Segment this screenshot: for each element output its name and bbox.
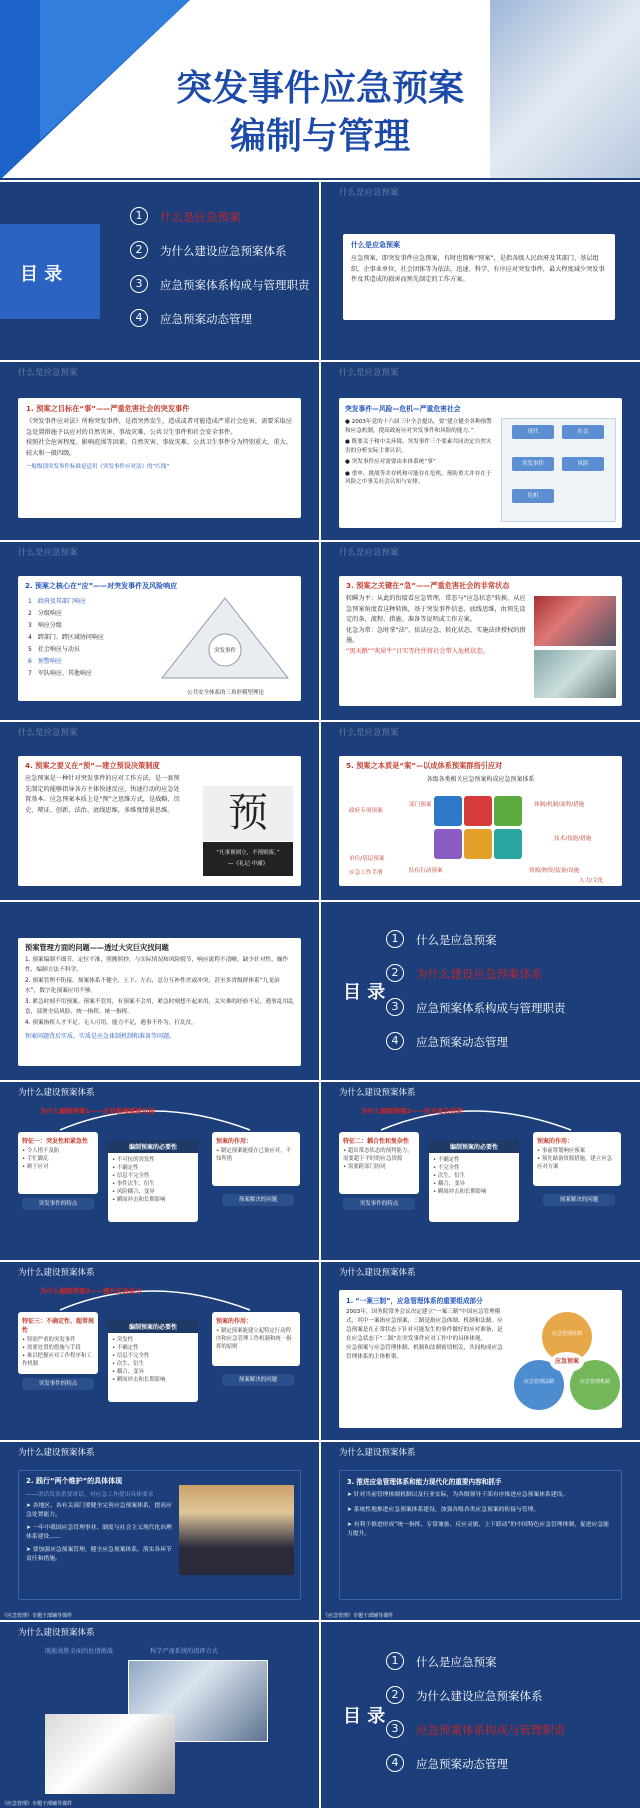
slide-problems [0, 902, 319, 1080]
toc-number-4: 4 [130, 309, 148, 327]
disaster-photo-1 [534, 596, 616, 646]
risk-diagram [501, 418, 616, 522]
necessity-title: 编制预案的必要性 [429, 1140, 519, 1153]
feature-tag: 突发事件的特点 [343, 1198, 415, 1210]
feature-box [18, 1312, 98, 1374]
toc-number-4: 4 [386, 1754, 404, 1772]
slide-images [0, 1622, 319, 1808]
modern-bullet: ➤ 针对当前管理体制机制以及行业实际，为各级领导干部有序推进应急预案体系建设。 [347, 1492, 569, 1498]
venn-center: 应急预案 [550, 1352, 584, 1372]
slide-header: 什么是应急预案 [339, 728, 399, 738]
necessity-item: • 次生、衍生 [112, 1361, 144, 1367]
necessity-item: • 信息不完全性 [112, 1353, 150, 1359]
modern-bullet: ➤ 系统性地推进应急预案体系建设，加强各级各类应急预案的衔接与管理。 [347, 1507, 540, 1513]
event-card [18, 398, 301, 518]
necessity-item: • 不确定性 [112, 1165, 139, 1171]
slide-system [321, 1262, 640, 1440]
response-item: 2 分级响应 [28, 610, 62, 617]
why-subtitle: 为什么编制预案1——应对极端重要功能 [40, 1107, 156, 1115]
what-text: 应急预案，即突发事件应急预案，有时也简称“预案”，是指各级人民政府及其部门、基层组织、企事业单位、社会团体等为依法、迅速、科学、有序应对突发事件，最大程度减少突发事件及其造成的损害而预先制定的工作方案。 [351, 255, 605, 283]
two-maintain-sub: ——讲话发表重要讲话，对应急工作提出具体要求 [26, 1492, 154, 1498]
plan-label: 资源/物资/装备/设施 [529, 868, 580, 874]
response-item: 6 预警响应 [28, 658, 62, 665]
plan-label: 应急工作手册 [349, 870, 383, 876]
urgent-card [339, 576, 622, 706]
toc-title: 目 录 [20, 264, 63, 285]
images-label-1: 既能战胜全面的危情挑战 [45, 1648, 114, 1655]
risk-card [339, 398, 622, 528]
problem-item: 3. 紧急时刻不用预案。预案不管用，有预案不会用，紧急时刻想不起来用，关灾难的经验不足，遇事乱用乱套，部署全局风险、统一指挥、统一指挥。 [25, 999, 294, 1015]
feature-item: • 需要跨部门协同 [343, 1164, 386, 1170]
response-item: 4 跨部门、跨区域协同响应 [28, 634, 104, 641]
toc-title: 目 录 [343, 982, 386, 1003]
triangle-caption: 公共安全体系的三角形模型理论 [186, 690, 264, 696]
response-item: 1 政府及其部门响应 [28, 598, 86, 605]
toc-number-2: 2 [386, 964, 404, 982]
risk-diagram-node: 风险 [562, 457, 604, 471]
toc-item-4[interactable]: 应急预案动态管理 [160, 312, 252, 326]
why-subtitle: 为什么编制预案2——应对复杂形势 [361, 1107, 464, 1115]
toc-number-2: 2 [130, 241, 148, 259]
toc-number-4: 4 [386, 1032, 404, 1050]
slide-header: 为什么建设预案体系 [339, 1448, 416, 1458]
necessity-box [108, 1320, 198, 1402]
venn-circle: 应急管理法制 [514, 1360, 564, 1410]
risk-diagram-node: 危机 [512, 489, 554, 503]
toc-item-1[interactable]: 什么是应急预案 [416, 933, 497, 947]
slide-header: 什么是应急预案 [339, 368, 399, 378]
modern-title: 3. 推进应急管理体系和能力现代化的重要内容和抓手 [347, 1478, 502, 1486]
prepare-text: 应急预案是一种针对突发事件的应对工作方法，是一套预先制定的能够指导各方主体快速反应，快速行动的应急处置基本。应急预案本质上是“预”之思维方式，是战略、历史、辩证、创新、法治、底线思维，多维度情景思维。 [25, 775, 180, 814]
toc-slide-1 [0, 182, 319, 360]
feature-title: 特征一：突发性和紧急性 [22, 1138, 89, 1145]
triangle-center: 突发事件 [213, 648, 236, 654]
role-title: 预案的作用： [216, 1318, 253, 1325]
cover-title-1: 突发事件应急预案 [175, 67, 464, 109]
risk-bullet: ● 突发事件应对需要由本体系统“事” [345, 459, 436, 465]
necessity-item: • 瞬间冲击和长期影响 [112, 1197, 166, 1203]
slide-header: 为什么建设预案体系 [18, 1088, 95, 1098]
risk-title: 突发事件—风险—危机—严重危害社会 [345, 405, 461, 413]
venn-circle: 应急管理体制 [542, 1312, 592, 1362]
toc-item-2[interactable]: 为什么建设应急预案体系 [160, 244, 287, 258]
necessity-item: • 事件次生、衍生 [112, 1181, 155, 1187]
problem-item: 4. 预案指挥人才不足。无人可用，能力不足，遇事不作为，打乱仗。 [25, 1020, 198, 1026]
toc-number-3: 3 [386, 998, 404, 1016]
response-card [18, 576, 301, 701]
sketch-image [45, 1714, 175, 1794]
feature-tag: 突发事件的特点 [22, 1378, 94, 1390]
plan-label: 单位/基层预案 [349, 856, 385, 862]
necessity-item: • 不可抗的突发性 [112, 1157, 155, 1163]
puzzle-piece [464, 829, 492, 859]
cover-slide [0, 0, 640, 180]
response-item: 7 军队响应、其他响应 [28, 670, 92, 677]
role-box [533, 1132, 621, 1186]
role-box [212, 1312, 300, 1366]
feature-item: • 难以把握应对工作程序和工作机制 [22, 1353, 92, 1367]
role-item: • 制定预案能建立起特定行动程序和应急管理工作机制和统一指挥的原则 [216, 1328, 292, 1350]
necessity-item: • 瞬间冲击和长期影响 [112, 1377, 166, 1383]
plan-label: 体制/机制/流程/措施 [534, 802, 585, 808]
plan-label: 人力/文化 [579, 878, 604, 884]
puzzle-piece [434, 829, 462, 859]
footer-text: 《应急管理》专题干部辅导课件 [2, 1613, 73, 1619]
feature-title: 特征二：耦合性和复杂性 [343, 1138, 410, 1145]
necessity-item: • 不完全性 [433, 1165, 460, 1171]
risk-diagram-node: 现代 [512, 425, 554, 439]
response-item: 3 响应分级 [28, 622, 62, 629]
feature-item: • 手忙脚乱 [22, 1156, 49, 1162]
toc-item-1[interactable]: 什么是应急预案 [416, 1655, 497, 1669]
footer-text: 《应急管理》专题干部辅导课件 [2, 1801, 73, 1807]
quote-source: —《礼记·中庸》 [227, 861, 269, 867]
response-item: 5 社会响应与动员 [28, 646, 80, 653]
event-p1: 《突发事件应对法》所称突发事件，是指突然发生，造成或者可能造成严重社会危害，需要采取应急处置措施予以应对的自然灾害、事故灾难、公共卫生事件和社会安全事件。 [26, 418, 293, 436]
necessity-box [429, 1140, 519, 1222]
speaker-photo [179, 1485, 294, 1575]
necessity-item: • 不确定性 [433, 1157, 460, 1163]
toc-slide-2 [321, 902, 640, 1080]
slide-why-2 [321, 1082, 640, 1260]
role-item: • 事前筹划响应预案 [537, 1148, 586, 1154]
problems-title: 预案管理方面的问题——透过大灾巨灾找问题 [25, 943, 169, 952]
toc-number-1: 1 [386, 1652, 404, 1670]
plan-sub: 各级各类相关应急预案构成应急预案体系 [426, 776, 535, 783]
toc-item-1[interactable]: 什么是应急预案 [160, 210, 241, 224]
modern-bullet: ➤ 有利于推进形成“统一指挥、专常兼备、反应灵敏、上下联动”的中国特色应急管理体制，促进应急能力提升。 [347, 1522, 609, 1537]
two-maintain-title: 2. 践行“两个维护”的具体体现 [26, 1477, 123, 1485]
slide-event [0, 362, 319, 540]
system-text: 2003年，国务院常务会议决定建立“一案三制”中国应急管理模式，其中一案指应急预案，三制是指应急体制、机制和法制。应急预案是在正常状态下针对可能发生的事件做好的应对准备，是在应急状态下“二制”在突发事件应对工作中的具体体现。 [346, 1309, 503, 1342]
system-title: 1. “一案三制”，应急管理体系的重要组成部分 [346, 1297, 483, 1305]
venn-circle: 应急管理机制 [570, 1360, 620, 1410]
puzzle-piece [494, 829, 522, 859]
risk-diagram-node: 社会 [562, 425, 604, 439]
role-tag: 预案解决的问题 [222, 1374, 294, 1386]
feature-box [18, 1132, 98, 1194]
puzzle-diagram [434, 796, 529, 866]
toc-number-1: 1 [386, 930, 404, 948]
system-text-2: 应急预案与应急管理体制、机制和法制密切相关，共同构成应急管理体系的主体框架。 [346, 1345, 503, 1360]
role-box [212, 1132, 300, 1186]
urgent-p3: “黑天鹅”“灰犀牛”日实等往往将社会带入危机状态。 [346, 647, 489, 655]
slide-why-3 [0, 1262, 319, 1440]
toc-item-3[interactable]: 应急预案体系构成与管理职责 [416, 1001, 566, 1015]
urgent-title: 3. 预案之关键在“急”——严重危害社会的非常状态 [346, 581, 510, 590]
why-subtitle: 为什么编制预案3——提升应急能力 [40, 1287, 143, 1295]
what-card-title: 什么是应急预案 [351, 241, 400, 249]
necessity-item: • 突发性 [112, 1337, 134, 1343]
feature-box [339, 1132, 419, 1194]
slide-header: 为什么建设预案体系 [339, 1268, 416, 1278]
urgent-p1: 转瞬为平：从此的衔接看应急管理，常态与“应急状态”转换。从应急预案角度看这种转换，基于突发事件信息、底线思维，由预先设定的条、流程、措施、准备等说明或工作方案。 [346, 595, 526, 623]
what-card [343, 234, 615, 320]
event-p2: 按照社会危害程度、影响范围等因素，自然灾害、事故灾难、公共卫生事件分为特别重大、重大、较大和一般四级。 [26, 439, 293, 457]
plan-label: 政府专项预案 [349, 808, 383, 814]
prepare-card [18, 756, 301, 886]
slide-header: 为什么建设预案体系 [18, 1448, 95, 1458]
plan-label: 技术/技能/措施 [554, 836, 592, 842]
quote-text: “凡事预则立，不预则废。” [216, 850, 280, 856]
role-title: 预案的作用： [537, 1138, 574, 1145]
slide-header: 什么是应急预案 [339, 548, 399, 558]
prepare-title: 4. 预案之要义在“预”—建立预设决策制度 [25, 761, 160, 770]
slide-header: 什么是应急预案 [339, 188, 399, 198]
problems-card [18, 938, 301, 1066]
necessity-title: 编制预案的必要性 [108, 1140, 198, 1153]
role-item: • 预先储备资源措施，建立应急应对方案 [537, 1156, 612, 1170]
risk-bullet: ● 2003年党的十六届三中全会提出，要“建立健全各种预警和应急机制，提高政府应对突发事件和风险的能力。” [345, 419, 492, 434]
problem-item: 2. 预案管理不衔接。预案体系不健全，上下、左右，总分互补性差或冲突，甚至多省级群体系“九龙治水”，数字化预案应用不够。 [25, 978, 280, 994]
feature-item: • 令人措不及防 [22, 1148, 60, 1154]
risk-bullet: ● 重申、挑战等并存机和可能存在危机，预防重大并存在于风险之中事关社会认知与安排。 [345, 470, 492, 485]
modern-card [339, 1470, 622, 1600]
plan-label: 队伍行动预案 [409, 868, 443, 874]
necessity-item: • 次生、衍生 [433, 1173, 465, 1179]
problems-foot: 预案问题背后实质，实质是应急体制机制和准备等问题。 [25, 1032, 176, 1040]
toc-item-4[interactable]: 应急预案动态管理 [416, 1035, 508, 1049]
disaster-photo-2 [534, 650, 616, 698]
slide-header: 什么是应急预案 [18, 548, 78, 558]
necessity-item: • 耦合、变异 [433, 1181, 465, 1187]
toc-number-1: 1 [130, 207, 148, 225]
plan-card [339, 756, 622, 886]
puzzle-piece [434, 796, 462, 826]
problem-item: 1. 预案编制不细节。定位不准，照搬照抄，与实际情况和风险脱节，响应流程不清晰，缺少针对性、操作性，编制方法不科学。 [25, 957, 289, 973]
slide-two-maintain [0, 1442, 319, 1620]
puzzle-piece [464, 796, 492, 826]
risk-bullet: ● 既要关于和中关环境、突发事件三个要素共同决定自然灾害的分析实际主要认识。 [345, 439, 492, 454]
slide-why-1 [0, 1082, 319, 1260]
slide-urgent [321, 542, 640, 720]
toc-item-3[interactable]: 应急预案体系构成与管理职责 [160, 278, 310, 292]
slide-plan [321, 722, 640, 900]
feature-title: 特征三：不确定性、超常规性 [22, 1318, 95, 1334]
images-label-2: 科学严谨系统的指挥方式 [150, 1648, 219, 1655]
toc-title: 目 录 [343, 1706, 386, 1727]
feature-item: • 需要处置的措施与手段 [22, 1345, 81, 1351]
toc-slide-3 [321, 1622, 640, 1808]
toc-number-3: 3 [130, 275, 148, 293]
response-title: 2. 预案之核心在“应”——对突发事件及风险响应 [25, 582, 178, 590]
two-maintain-bullet: ➤ 一年中我国应急管理事业、制度与社会主义现代化治理体系建设…… [26, 1525, 172, 1540]
two-maintain-bullet: ➤ 各地区、各有关部门要健全完善应急预案体系，提高应急处置能力。 [26, 1503, 172, 1518]
necessity-title: 编制预案的必要性 [108, 1320, 198, 1333]
necessity-item: • 信息不完全性 [112, 1173, 150, 1179]
two-maintain-bullet: ➤ 要加强应急预案管理，健全应急预案体系，落实各环节责任和措施。 [26, 1547, 172, 1562]
slide-prepare [0, 722, 319, 900]
toc-item-3[interactable]: 应急预案体系构成与管理职责 [416, 1723, 566, 1737]
feature-tag: 突发事件的特点 [22, 1198, 94, 1210]
event-note: 一般级别突发事件标准是适用《突发事件应对法》的“红线” [26, 464, 170, 470]
necessity-box [108, 1140, 198, 1222]
two-maintain-card [18, 1470, 301, 1600]
risk-diagram-node: 突发事件 [512, 457, 554, 471]
slide-header: 为什么建设预案体系 [18, 1628, 95, 1638]
role-item: • 制定预案能使在已备应对，不知所措 [216, 1148, 291, 1162]
toc-item-2[interactable]: 为什么建设应急预案体系 [416, 1689, 543, 1703]
toc-number-3: 3 [386, 1720, 404, 1738]
slide-risk [321, 362, 640, 540]
footer-text: 《应急管理》专题干部辅导课件 [323, 1613, 394, 1619]
cover-title-2: 编制与管理 [229, 115, 410, 157]
necessity-item: • 不确定性 [112, 1345, 139, 1351]
plan-title: 5. 预案之本质是“案”—以成体系预案群指引应对 [346, 761, 503, 770]
toc-item-4[interactable]: 应急预案动态管理 [416, 1757, 508, 1771]
feature-item: • 超出常态状态的预判能力，需要超于平时的应急资源 [343, 1148, 413, 1162]
role-tag: 预案解决的问题 [222, 1194, 294, 1206]
urgent-p2: 化急为常：急时拿“法”，依法应急、转化状态，实施法律授权的措施。 [346, 626, 526, 644]
triangle-model [158, 594, 293, 686]
necessity-item: • 瞬间冲击和长期影响 [433, 1189, 487, 1195]
feature-item: • 顾于应对 [22, 1164, 49, 1170]
what-slide [321, 182, 640, 360]
slide-header: 为什么建设预案体系 [339, 1088, 416, 1098]
event-title: 1. 预案之目标在“事”——严重危害社会的突发事件 [26, 404, 190, 413]
slide-response [0, 542, 319, 720]
slide-header: 什么是应急预案 [18, 368, 78, 378]
yu-calligraphy: 预 [203, 786, 293, 841]
slide-header: 什么是应急预案 [18, 728, 78, 738]
toc-number-2: 2 [386, 1686, 404, 1704]
slide-header: 为什么建设预案体系 [18, 1268, 95, 1278]
puzzle-piece [494, 796, 522, 826]
role-title: 预案的作用： [216, 1138, 253, 1145]
system-card [339, 1290, 622, 1428]
quote-box [203, 842, 293, 876]
plan-label: 部门预案 [409, 802, 432, 808]
feature-item: • 特别严重的突发事件 [22, 1337, 76, 1343]
role-tag: 预案解决的问题 [543, 1194, 615, 1206]
toc-item-2[interactable]: 为什么建设应急预案体系 [416, 967, 543, 981]
necessity-item: • 耦合、变异 [112, 1369, 144, 1375]
slide-modern [321, 1442, 640, 1620]
necessity-item: • 风险耦合、变异 [112, 1189, 155, 1195]
